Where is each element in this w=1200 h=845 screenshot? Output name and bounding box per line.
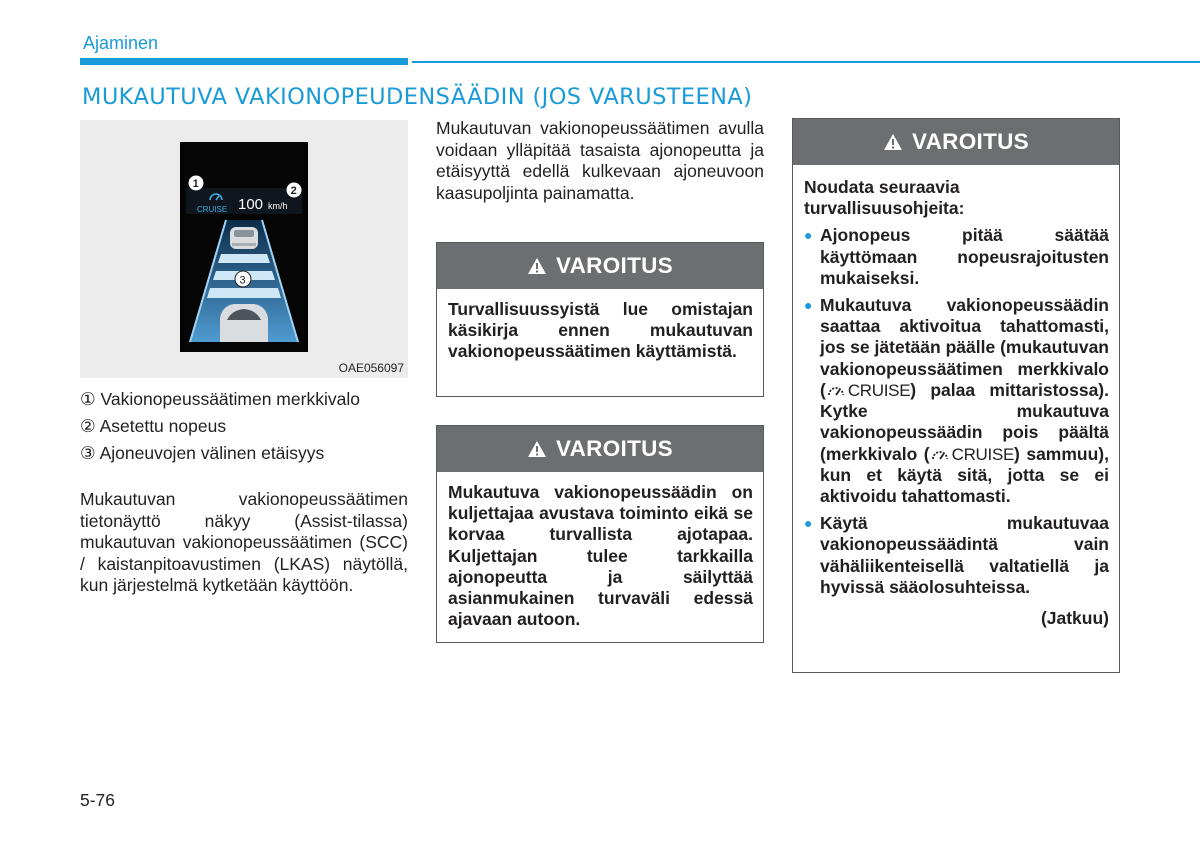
legend-item: ① Vakionopeussäätimen merkkivalo <box>80 389 360 409</box>
bullet-dot-icon: ● <box>804 227 813 244</box>
callout-3: 3 <box>239 274 246 287</box>
cluster-figure <box>80 120 408 378</box>
warning-intro: Noudata seuraavia turvallisuusohjeita: <box>804 177 965 219</box>
bullet-text: Ajonopeus pitää säätää käyttömaan nopeusrajoitusten mukaiseksi. <box>820 225 1109 288</box>
warning-triangle-icon <box>527 257 547 275</box>
warning-text: Mukautuva vakionopeussäädin on kuljettajaa avustava toiminto eikä se korvaa turvallista ajotapaa. Kuljettajan tulee tarkkailla ajonopeutta ja säilyttää asianmukainen turvaväli edessä ajavaan autoon. <box>448 482 753 630</box>
page-title: MUKAUTUVA VAKIONOPEUDENSÄÄDIN (JOS VARUSTEENA) <box>82 84 753 110</box>
header-rule-thick <box>80 58 408 65</box>
warning-title: VAROITUS <box>556 436 673 461</box>
bullet-dot-icon: ● <box>804 515 813 532</box>
cluster-speed-unit: km/h <box>268 201 288 211</box>
warning-header <box>437 243 763 289</box>
instrument-cluster-display <box>180 142 308 352</box>
callout-1: 1 <box>192 178 199 190</box>
warning-title: VAROITUS <box>556 253 673 278</box>
figure-legend <box>80 386 410 467</box>
front-vehicle-icon <box>230 227 258 249</box>
cluster-speed-value: 100 <box>238 196 264 213</box>
body-paragraph-left: Mukautuvan vakionopeussäätimen tietonäyttö näkyy (Assist-tilassa) mukautuvan vakionopeussäätimen (SCC) / kaistanpitoavustimen (LKAS) näytöllä, kun järjestelmä kytketään käyttöön. <box>80 489 408 595</box>
cluster-cruise-label: CRUISE <box>197 205 228 214</box>
warning-header <box>437 426 763 472</box>
warning-box-1 <box>436 242 764 397</box>
warning-text: Turvallisuussyistä lue omistajan käsikirja ennen mukautuvan vakionopeussäätimen käyttämistä. <box>448 299 753 362</box>
cruise-indicator-icon: CRUISE <box>826 380 910 401</box>
warning-bullet <box>804 513 1109 598</box>
warning-title: VAROITUS <box>912 129 1029 154</box>
header-rule-thin <box>412 61 1200 63</box>
bullet-text: Mukautuva vakionopeussäädin saattaa aktivoitua tahattomasti, jos se jätetään päälle (mukautuvan vakionopeussäätimen merkkivalo ( CRUISE ) palaa mittaristossa). Kytke mukautuva vakionopeussäädin pois päältä (merkkivalo ( CRUISE ) sammuu), kun et käytä sitä, jotta se ei aktivoidu tahattomasti. <box>820 295 1109 507</box>
bullet-text: Käytä mukautuvaa vakionopeussäädintä vain vähäliikenteisellä valtatiellä ja hyvissä sääolosuhteissa. <box>820 513 1109 597</box>
bullet-dot-icon: ● <box>804 297 813 314</box>
cruise-indicator-icon: CRUISE <box>930 444 1014 465</box>
legend-item: ③ Ajoneuvojen välinen etäisyys <box>80 443 325 463</box>
own-vehicle-icon <box>220 304 268 342</box>
section-label: Ajaminen <box>83 33 159 53</box>
page-number: 5-76 <box>80 790 116 810</box>
continued-label: (Jatkuu) <box>1040 608 1109 629</box>
legend-item: ② Asetettu nopeus <box>80 416 227 436</box>
callout-2: 2 <box>290 185 297 197</box>
warning-header <box>793 119 1119 165</box>
body-paragraph-middle: Mukautuvan vakionopeussäätimen avulla voidaan ylläpitää tasaista ajonopeutta ja etäisyyttä edellä kulkevaan ajoneuvoon kaasupoljinta painamatta. <box>436 118 764 203</box>
warning-triangle-icon <box>883 133 903 151</box>
warning-bullet <box>804 295 1109 507</box>
warning-triangle-icon <box>527 440 547 458</box>
warning-box-2 <box>436 425 764 643</box>
warning-box-3 <box>792 118 1120 673</box>
warning-bullet <box>804 225 1109 289</box>
figure-code: OAE056097 <box>338 361 404 375</box>
